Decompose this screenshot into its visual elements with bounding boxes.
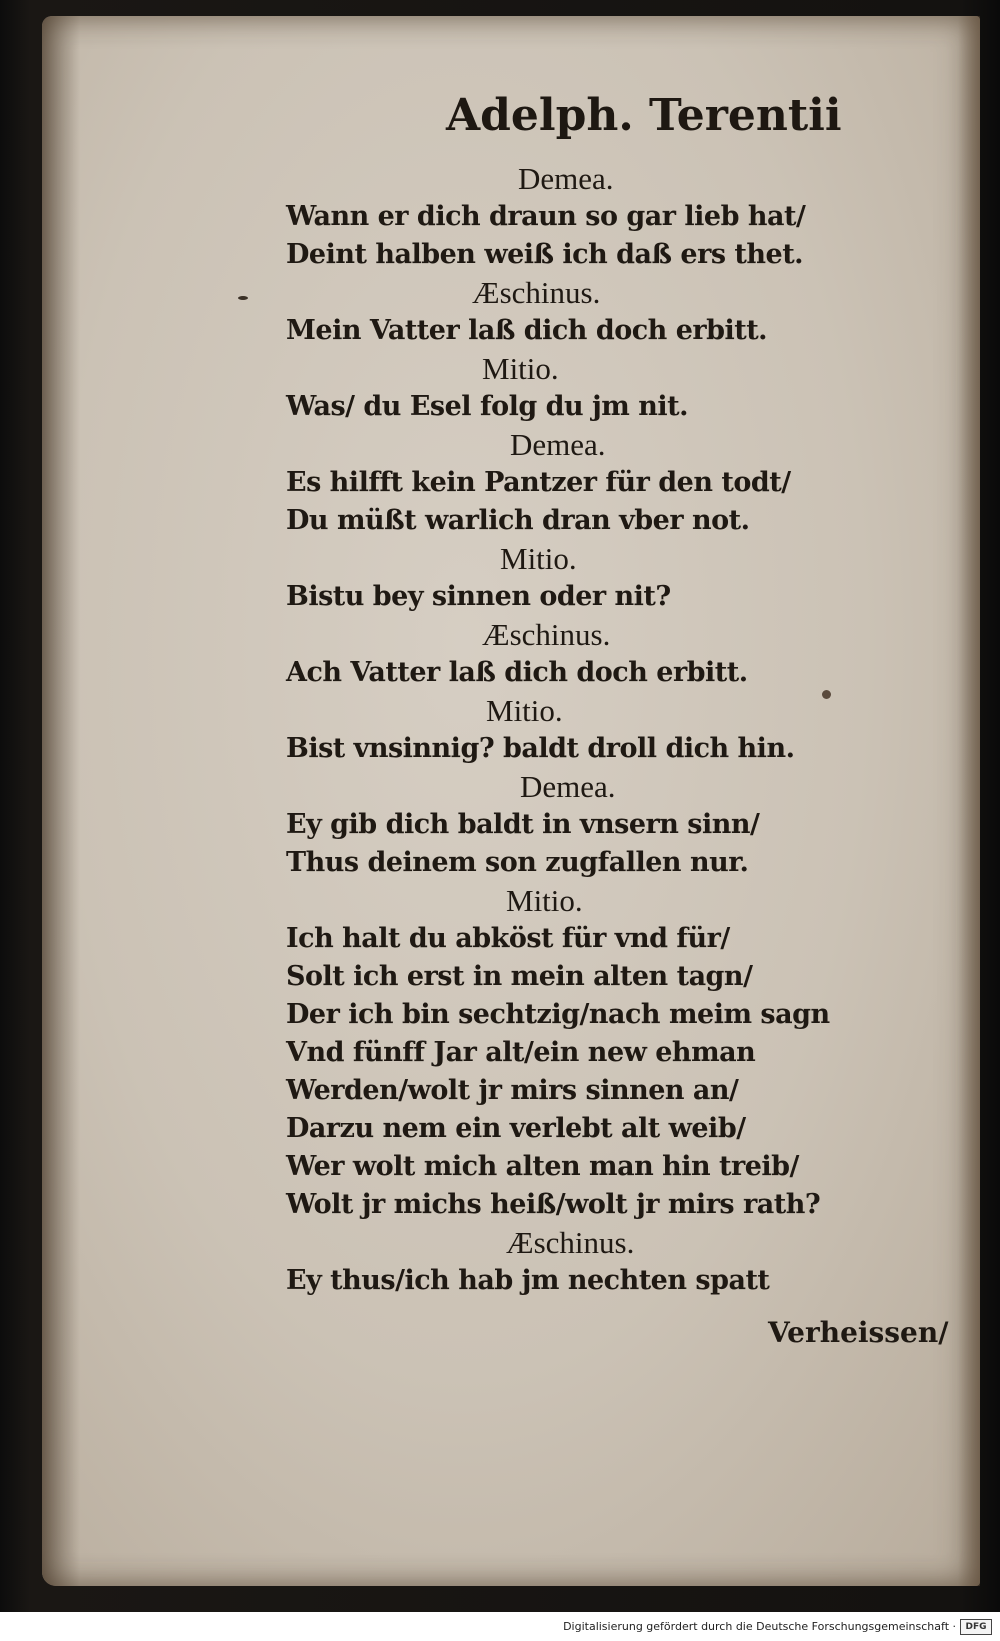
speaker-name: Demea.	[518, 161, 614, 196]
verse-line: Ey thus/ich hab jm nechten spatt	[286, 1265, 770, 1296]
verse-line: Solt ich erst in mein alten tagn/	[286, 961, 753, 992]
verse-line: Du müßt warlich dran vber not.	[286, 505, 750, 536]
running-head: Adelph. Terentii	[446, 90, 842, 141]
verse-line: Der ich bin sechtzig/nach meim sagn	[286, 999, 830, 1030]
verse-line: Thus deinem son zugfallen nur.	[286, 847, 749, 878]
verse-line: Ich halt du abköst für vnd für/	[286, 923, 730, 954]
page-edge-shadow	[958, 16, 980, 1586]
speaker-name: Æschinus.	[482, 617, 611, 652]
verse-line: Bistu bey sinnen oder nit?	[286, 581, 671, 612]
speaker-name: Demea.	[510, 427, 606, 462]
speaker-name: Demea.	[520, 769, 616, 804]
ink-speck	[822, 690, 831, 699]
dfg-logo: DFG	[960, 1619, 992, 1635]
verse-line: Ey gib dich baldt in vnsern sinn/	[286, 809, 760, 840]
verse-line: Wer wolt mich alten man hin treib/	[286, 1151, 799, 1182]
ink-speck	[238, 296, 248, 300]
speaker-name: Æschinus.	[472, 275, 601, 310]
verse-line: Was/ du Esel folg du jm nit.	[286, 391, 689, 422]
verse-line: Ach Vatter laß dich doch erbitt.	[286, 657, 748, 688]
speaker-name: Mitio.	[482, 351, 559, 386]
verse-line: Deint halben weiß ich daß ers thet.	[286, 239, 804, 270]
footer-credit: Digitalisierung gefördert durch die Deutsche Forschungsgemeinschaft ·	[563, 1620, 956, 1633]
verse-line: Darzu nem ein verlebt alt weib/	[286, 1113, 746, 1144]
speaker-name: Mitio.	[506, 883, 583, 918]
speaker-name: Mitio.	[500, 541, 577, 576]
verse-line: Werden/wolt jr mirs sinnen an/	[286, 1075, 739, 1106]
catchword: Verheissen/	[768, 1316, 949, 1349]
verse-line: Vnd fünff Jar alt/ein new ehman	[286, 1037, 756, 1068]
speaker-name: Mitio.	[486, 693, 563, 728]
spine-shadow	[42, 16, 80, 1586]
verse-line: Bist vnsinnig? baldt droll dich hin.	[286, 733, 795, 764]
speaker-name: Æschinus.	[506, 1225, 635, 1260]
verse-line: Es hilfft kein Pantzer für den todt/	[286, 467, 791, 498]
verse-line: Mein Vatter laß dich doch erbitt.	[286, 315, 768, 346]
verse-line: Wann er dich draun so gar lieb hat/	[286, 201, 806, 232]
verse-text-block	[286, 160, 926, 1300]
verse-line: Wolt jr michs heiß/wolt jr mirs rath?	[286, 1189, 821, 1220]
